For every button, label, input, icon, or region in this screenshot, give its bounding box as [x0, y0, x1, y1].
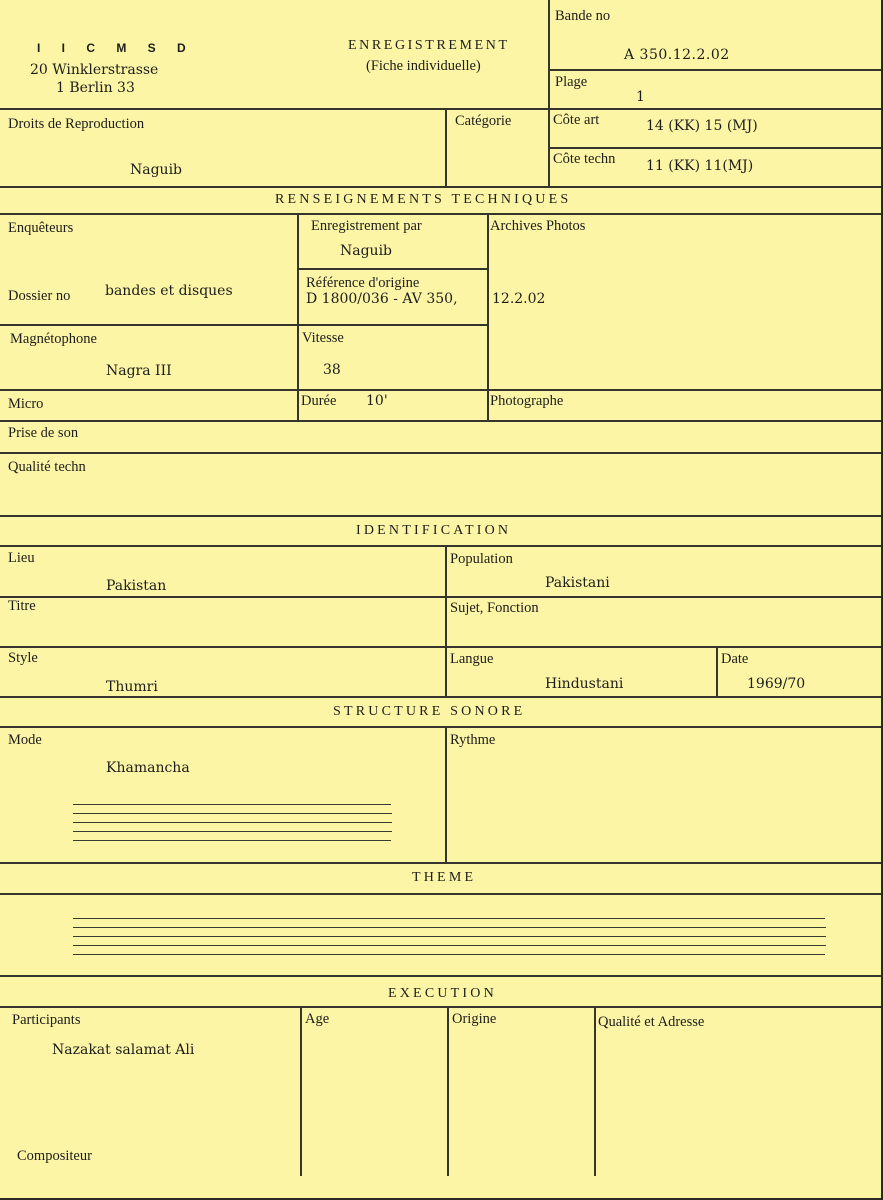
divider [0, 726, 881, 728]
vitesse-value: 38 [323, 362, 341, 378]
bande-value: A 350.12.2.02 [624, 47, 730, 63]
qualite-techn-label: Qualité techn [8, 459, 86, 475]
participants-label: Participants [12, 1012, 81, 1028]
duree-label: Durée [301, 393, 337, 409]
ruled-line [73, 918, 825, 919]
divider [0, 515, 881, 517]
mode-label: Mode [8, 732, 42, 748]
age-label: Age [305, 1011, 330, 1027]
rythme-label: Rythme [450, 732, 496, 748]
institute-acronym: I I C M S D [37, 41, 195, 55]
divider [0, 862, 881, 864]
population-value: Pakistani [545, 575, 610, 591]
ruled-line [73, 822, 392, 823]
bande-label: Bande no [555, 8, 611, 24]
divider [0, 696, 881, 698]
ruled-line [73, 945, 826, 946]
magnetophone-value: Nagra III [106, 363, 172, 379]
ruled-line [73, 840, 391, 841]
divider [548, 147, 881, 149]
cote-techn-value: 11 (KK) 11(MJ) [646, 158, 754, 174]
ruled-line [73, 813, 392, 814]
divider [0, 389, 881, 391]
categorie-label: Catégorie [455, 113, 512, 129]
micro-label: Micro [8, 396, 44, 412]
qualite-adresse-label: Qualité et Adresse [598, 1014, 705, 1030]
duree-value: 10' [366, 393, 388, 409]
reference-origine-label: Référence d'origine [306, 275, 420, 291]
section-heading-theme: THEME [412, 870, 477, 885]
droits-value: Naguib [130, 162, 183, 178]
divider [548, 69, 881, 71]
divider [0, 452, 881, 454]
droits-label: Droits de Reproduction [8, 116, 145, 132]
magnetophone-label: Magnétophone [10, 331, 97, 347]
section-heading-structure: STRUCTURE SONORE [333, 704, 526, 719]
reference-origine-continued: 12.2.02 [492, 291, 546, 307]
plage-label: Plage [555, 74, 588, 90]
style-label: Style [8, 650, 38, 666]
vitesse-label: Vitesse [302, 330, 344, 346]
divider [0, 646, 881, 648]
divider [445, 108, 447, 186]
date-value: 1969/70 [747, 676, 806, 692]
divider [716, 646, 718, 697]
divider [300, 1006, 302, 1176]
ruled-line [73, 831, 392, 832]
divider [0, 108, 881, 110]
style-value: Thumri [106, 679, 158, 695]
participants-value: Nazakat salamat Ali [52, 1042, 195, 1058]
ruled-line [73, 954, 825, 955]
divider [0, 893, 881, 895]
divider [0, 545, 881, 547]
origine-label: Origine [452, 1011, 497, 1027]
section-heading-identification: IDENTIFICATION [356, 523, 512, 538]
sujet-fonction-label: Sujet, Fonction [450, 600, 539, 616]
cote-techn-label: Côte techn [553, 151, 616, 167]
divider [0, 975, 881, 977]
photographe-label: Photographe [490, 393, 564, 409]
form-title: ENREGISTREMENT [348, 38, 510, 53]
compositeur-label: Compositeur [17, 1148, 92, 1164]
cote-art-label: Côte art [553, 112, 600, 128]
divider [447, 1006, 449, 1176]
divider [0, 1006, 881, 1008]
dossier-label: Dossier no [8, 288, 71, 304]
lieu-label: Lieu [8, 550, 35, 566]
langue-label: Langue [450, 651, 494, 667]
archives-photos-label: Archives Photos [490, 218, 586, 234]
divider [445, 545, 447, 697]
lieu-value: Pakistan [106, 578, 167, 594]
enregistrement-par-value: Naguib [340, 243, 393, 259]
prise-de-son-label: Prise de son [8, 425, 79, 441]
divider [0, 213, 881, 215]
dossier-value: bandes et disques [105, 283, 233, 299]
ruled-line [73, 936, 826, 937]
institute-street: 20 Winklerstrasse [30, 62, 159, 78]
divider [0, 596, 881, 598]
population-label: Population [450, 551, 513, 567]
section-heading-execution: EXECUTION [388, 986, 497, 1001]
divider [0, 186, 881, 188]
institute-city: 1 Berlin 33 [56, 80, 135, 96]
divider [297, 268, 487, 270]
reference-origine-value: D 1800/036 - AV 350, [306, 291, 458, 307]
divider [548, 0, 550, 109]
section-heading-technical: RENSEIGNEMENTS TECHNIQUES [275, 192, 572, 207]
enregistrement-par-label: Enregistrement par [311, 218, 422, 234]
plage-value: 1 [636, 89, 645, 105]
enqueteurs-label: Enquêteurs [8, 220, 74, 236]
divider [0, 420, 881, 422]
form-subtitle: (Fiche individuelle) [366, 58, 481, 74]
langue-value: Hindustani [545, 676, 624, 692]
divider [0, 324, 487, 326]
ruled-line [73, 927, 826, 928]
ruled-line [73, 804, 391, 805]
divider [445, 726, 447, 863]
cote-art-value: 14 (KK) 15 (MJ) [646, 118, 758, 134]
date-label: Date [721, 651, 749, 667]
mode-value: Khamancha [106, 760, 190, 776]
divider [594, 1006, 596, 1176]
titre-label: Titre [8, 598, 36, 614]
